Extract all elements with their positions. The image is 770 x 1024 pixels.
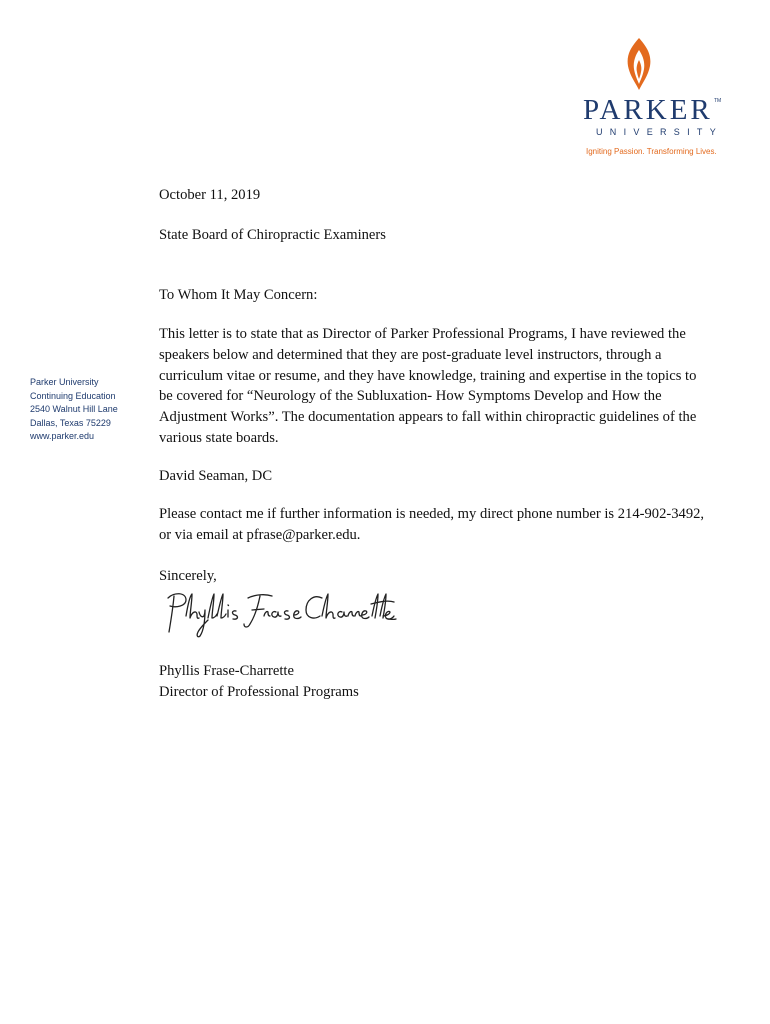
handwritten-signature	[162, 586, 398, 646]
letter-paragraph: This letter is to state that as Director of Parker Professional Programs, I have reviewed the speakers below and determined that they are post-graduate level instructors, through a curriculum vitae or resume, and they have knowledge, training and expertise in the topics to be covered for “Neurology of the Subluxation- How Symptoms Develop and How the Adjustment Works”. The documentation appears to fall within chiropractic guidelines of the various state boards.	[159, 326, 697, 446]
contact-paragraph: Please contact me if further information is needed, my direct phone number is 214-902-3492, or via email at pfrase@parker.edu.	[159, 506, 705, 543]
sidebar-line: Dallas, Texas 75229	[30, 417, 111, 428]
letter-salutation: To Whom It May Concern:	[159, 287, 318, 303]
logo-wordmark: PARKER	[583, 94, 713, 126]
signer-title: Director of Professional Programs	[159, 684, 359, 700]
signer-name: Phyllis Frase-Charrette	[159, 663, 294, 679]
flame-icon	[622, 36, 656, 92]
sidebar-line: Parker University	[30, 377, 99, 387]
logo-subtitle: UNIVERSITY	[596, 127, 724, 137]
letter-date: October 11, 2019	[159, 187, 261, 203]
sidebar-line: 2540 Walnut Hill Lane	[30, 404, 118, 415]
logo-trademark: TM	[714, 98, 722, 104]
sidebar-address	[30, 376, 140, 444]
sidebar-website: www.parker.edu	[30, 431, 95, 442]
parker-university-logo	[580, 36, 730, 161]
speaker-name: David Seaman, DC	[159, 468, 273, 484]
sidebar-line: Continuing Education	[30, 390, 116, 401]
letter-recipient: State Board of Chiropractic Examiners	[159, 227, 386, 243]
logo-tagline: Igniting Passion. Transforming Lives.	[586, 147, 717, 156]
letter-closing: Sincerely,	[159, 568, 217, 584]
